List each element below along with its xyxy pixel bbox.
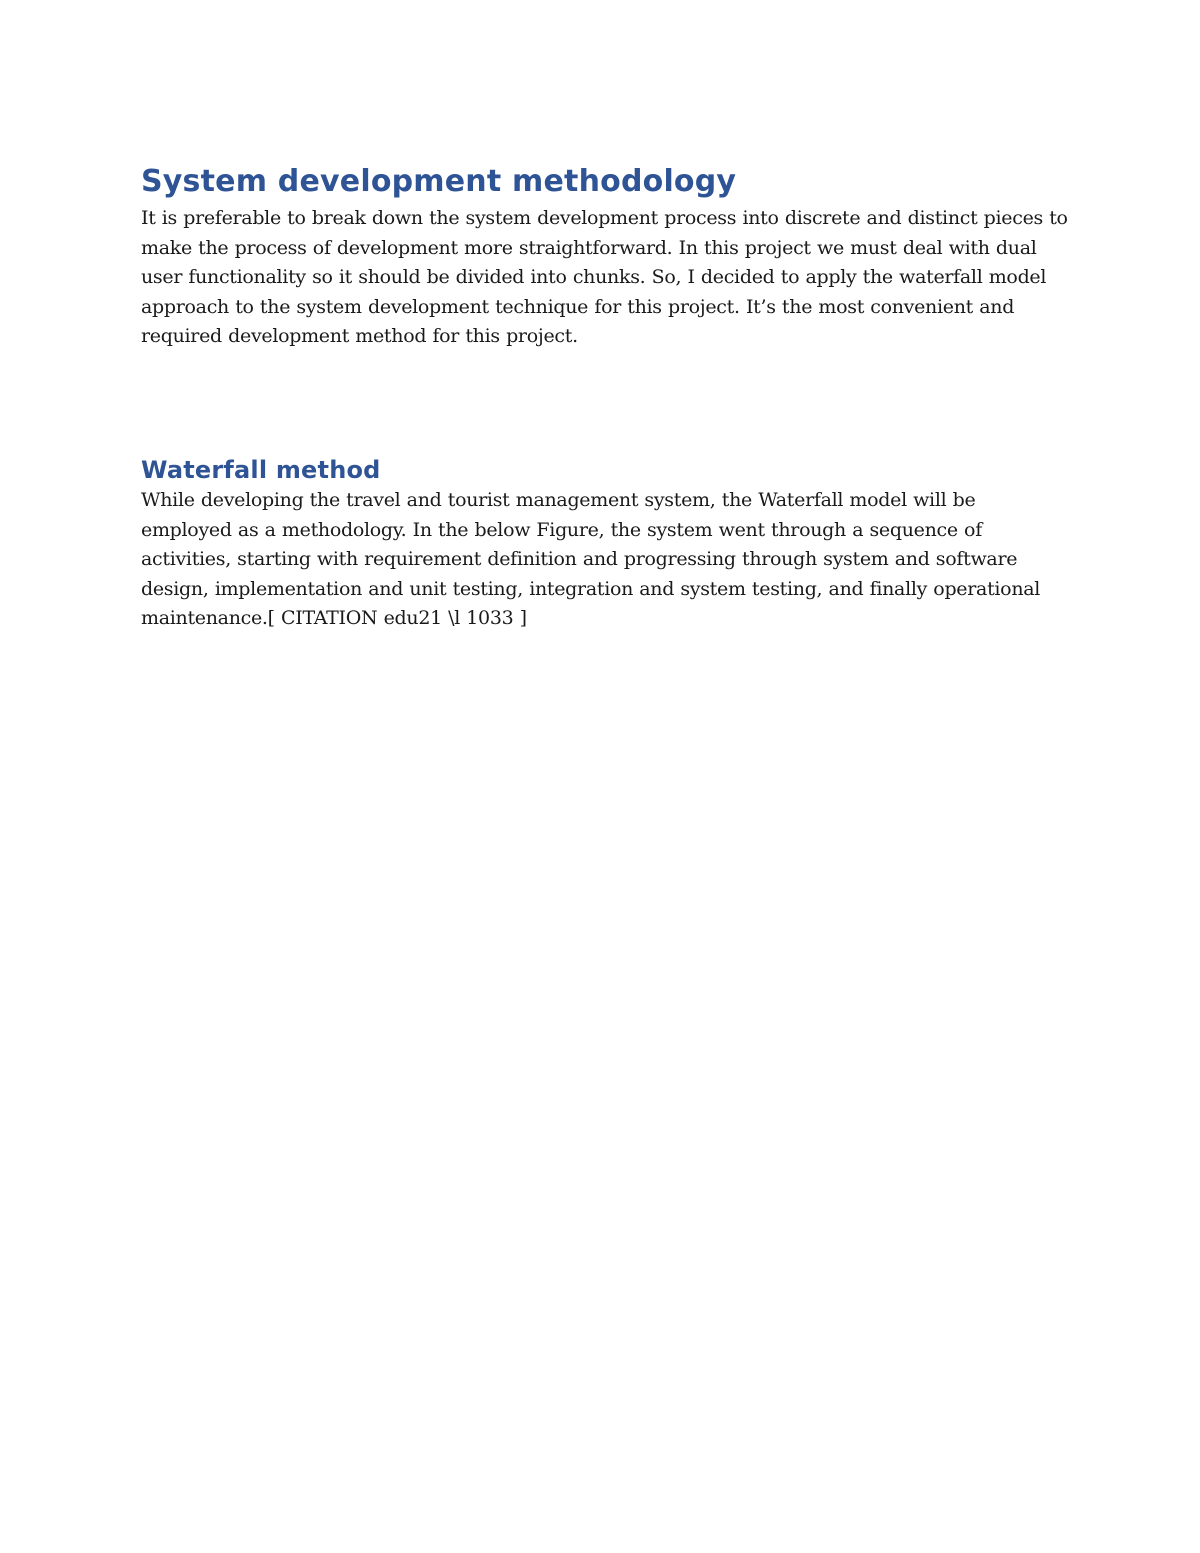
document-content [141, 160, 1071, 634]
section-waterfall-method [141, 454, 1071, 634]
section-system-development-methodology [141, 160, 1071, 352]
section-paragraph: While developing the travel and tourist management system, the Waterfall model will be employed as a methodology. In the below Figure, the system went through a sequence of activities, starting with requirement definition and progressing through system and software design, implementation and unit testing, integration and system testing, and finally operational maintenance.[ CITATION edu21 \l 1033 ] [141, 488, 1041, 630]
section-heading: Waterfall method [141, 455, 381, 484]
section-paragraph: It is preferable to break down the system development process into discrete and distinct pieces to make the process of development more straightforward. In this project we must deal with dual user functionality so it should be divided into chunks. So, I decided to apply the waterfall model approach to the system development technique for this project. It’s the most convenient and required development method for this project. [141, 207, 1068, 348]
section-heading: System development methodology [141, 164, 737, 199]
